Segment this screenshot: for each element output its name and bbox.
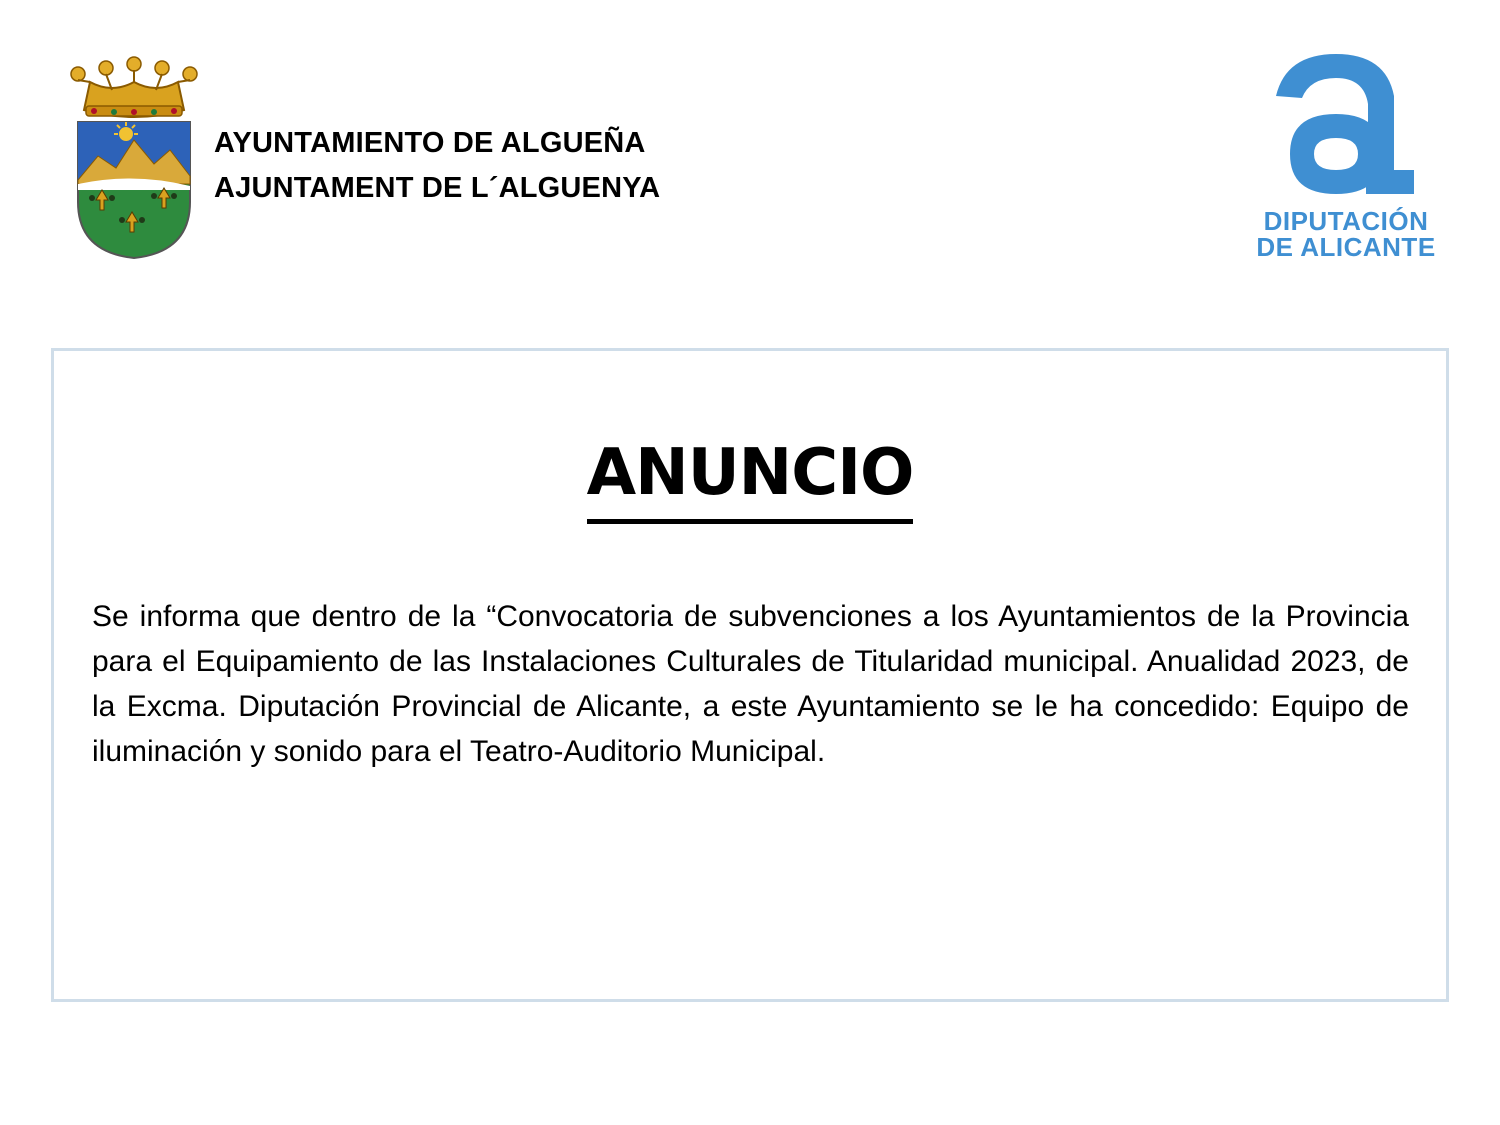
shield-icon <box>78 122 190 258</box>
municipality-name-spanish: AYUNTAMIENTO DE ALGUEÑA <box>214 127 646 159</box>
municipal-coat-of-arms-icon <box>66 52 202 262</box>
diputacion-logo-line2: DE ALICANTE <box>1256 232 1436 262</box>
announcement-box <box>51 348 1449 1002</box>
letter-a-logo-icon <box>1276 54 1414 194</box>
announcement-title <box>54 431 1446 524</box>
crown-icon <box>71 57 197 117</box>
announcement-body: Se informa que dentro de la “Convocatoria de subvenciones a los Ayuntamientos de la Provincia para el Equipamiento de las Instalaciones Culturales de Titularidad municipal. Anualidad 2023, de la Excma. Diputación Provincial de Alicante, a este Ayuntamiento se le ha concedido: Equipo de iluminación y sonido para el Teatro-Auditorio Municipal. <box>92 600 1409 768</box>
announcement-title-text: ANUNCIO <box>587 431 914 524</box>
municipality-name-block <box>214 121 660 211</box>
diputacion-alicante-logo <box>1256 48 1436 263</box>
diputacion-logo-line1: DIPUTACIÓN <box>1263 206 1429 236</box>
municipality-name-valencian: AJUNTAMENT DE L´ALGUENYA <box>214 172 661 204</box>
